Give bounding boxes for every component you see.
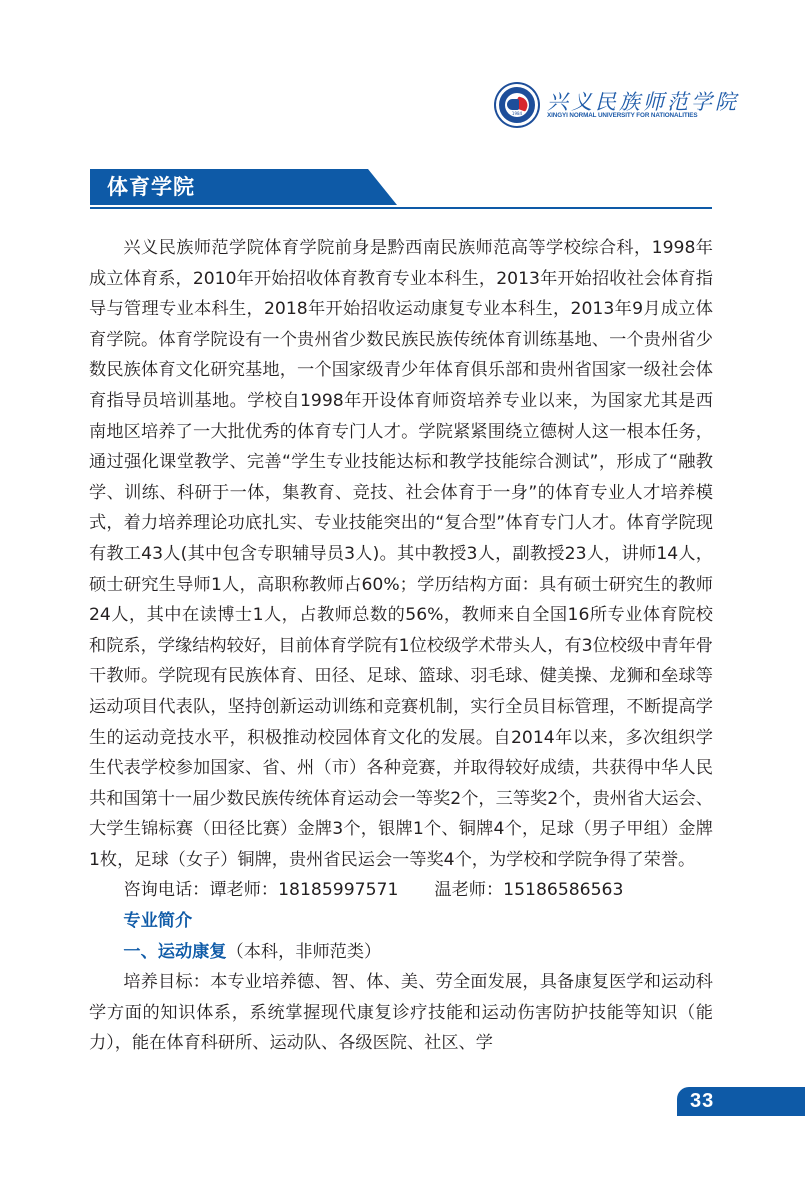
major-1-goal: 培养目标：本专业培养德、智、体、美、劳全面发展，具备康复医学和运动科学方面的知识体系，系统掌握现代康复诊疗技能和运动伤害防护技能等知识（能力），能在体育科研所、运动队、各级医院、社区、学: [89, 972, 713, 1054]
section-title-underline: [90, 207, 712, 209]
major-1-heading: [89, 937, 713, 968]
contact-teacher-2: 温老师：15186586563: [434, 880, 624, 901]
logo-year: 1984: [511, 111, 523, 116]
document-body: [89, 233, 713, 1059]
contact-label: 咨询电话：: [123, 880, 210, 901]
intro-paragraph: 兴义民族师范学院体育学院前身是黔西南民族师范高等学校综合科，1998年成立体育系，2010年开始招收体育教育专业本科生，2013年开始招收社会体育指导与管理专业本科生，2018年开始招收运动康复专业本科生，2013年9月成立体育学院。体育学院设有一个贵州省少数民族民族传统体育训练基地、一个贵州省少数民族体育文化研究基地，一个国家级青少年体育俱乐部和贵州省国家一级社会体育指导员培训基地。学校自1998年开设体育师资培养专业以来，为国家尤其是西南地区培养了一大批优秀的体育专门人才。学院紧紧围绕立德树人这一根本任务，通过强化课堂教学、完善“学生专业技能达标和教学技能综合测试”，形成了“融教学、训练、科研于一体，集教育、竞技、社会体育于一身”的体育专业人才培养模式，着力培养理论功底扎实、专业技能突出的“复合型”体育专门人才。体育学院现有教工43人(其中包含专职辅导员3人)。其中教授3人，副教授23人，讲师14人，硕士研究生导师1人，高职称教师占60%；学历结构方面：具有硕士研究生的教师24人，其中在读博士1人，占教师总数的56%，教师来自全国16所专业体育院校和院系，学缘结构较好，目前体育学院有1位校级学术带头人，有3位校级中青年骨干教师。学院现有民族体育、田径、足球、篮球、羽毛球、健美操、龙狮和垒球等运动项目代表队，坚持创新运动训练和竞赛机制，实行全员目标管理，不断提高学生的运动竞技水平，积极推动校园体育文化的发展。自2014年以来，多次组织学生代表学校参加国家、省、州（市）各种竞赛，并取得较好成绩，共获得中华人民共和国第十一届少数民族传统体育运动会一等奖2个，三等奖2个，贵州省大运会、大学生锦标赛（田径比赛）金牌3个，银牌1个、铜牌4个，足球（男子甲组）金牌1枚，足球（女子）铜牌，贵州省民运会一等奖4个，为学校和学院争得了荣誉。: [89, 238, 713, 870]
major-1-note: （本科，非师范类）: [226, 941, 382, 962]
contact-line: [89, 875, 713, 906]
section-title: 体育学院: [107, 175, 195, 199]
major-1-title: 一、运动康复: [123, 941, 227, 962]
page-number: 33: [690, 1090, 715, 1112]
majors-heading: 专业简介: [123, 911, 193, 932]
brand-name-chinese: 兴义民族师范学院: [547, 90, 739, 114]
contact-teacher-1: 谭老师：18185997571: [209, 880, 399, 901]
university-emblem-icon: [496, 84, 538, 126]
brand-name-english: XINGYI NORMAL UNIVERSITY FOR NATIONALITIES: [547, 112, 698, 119]
